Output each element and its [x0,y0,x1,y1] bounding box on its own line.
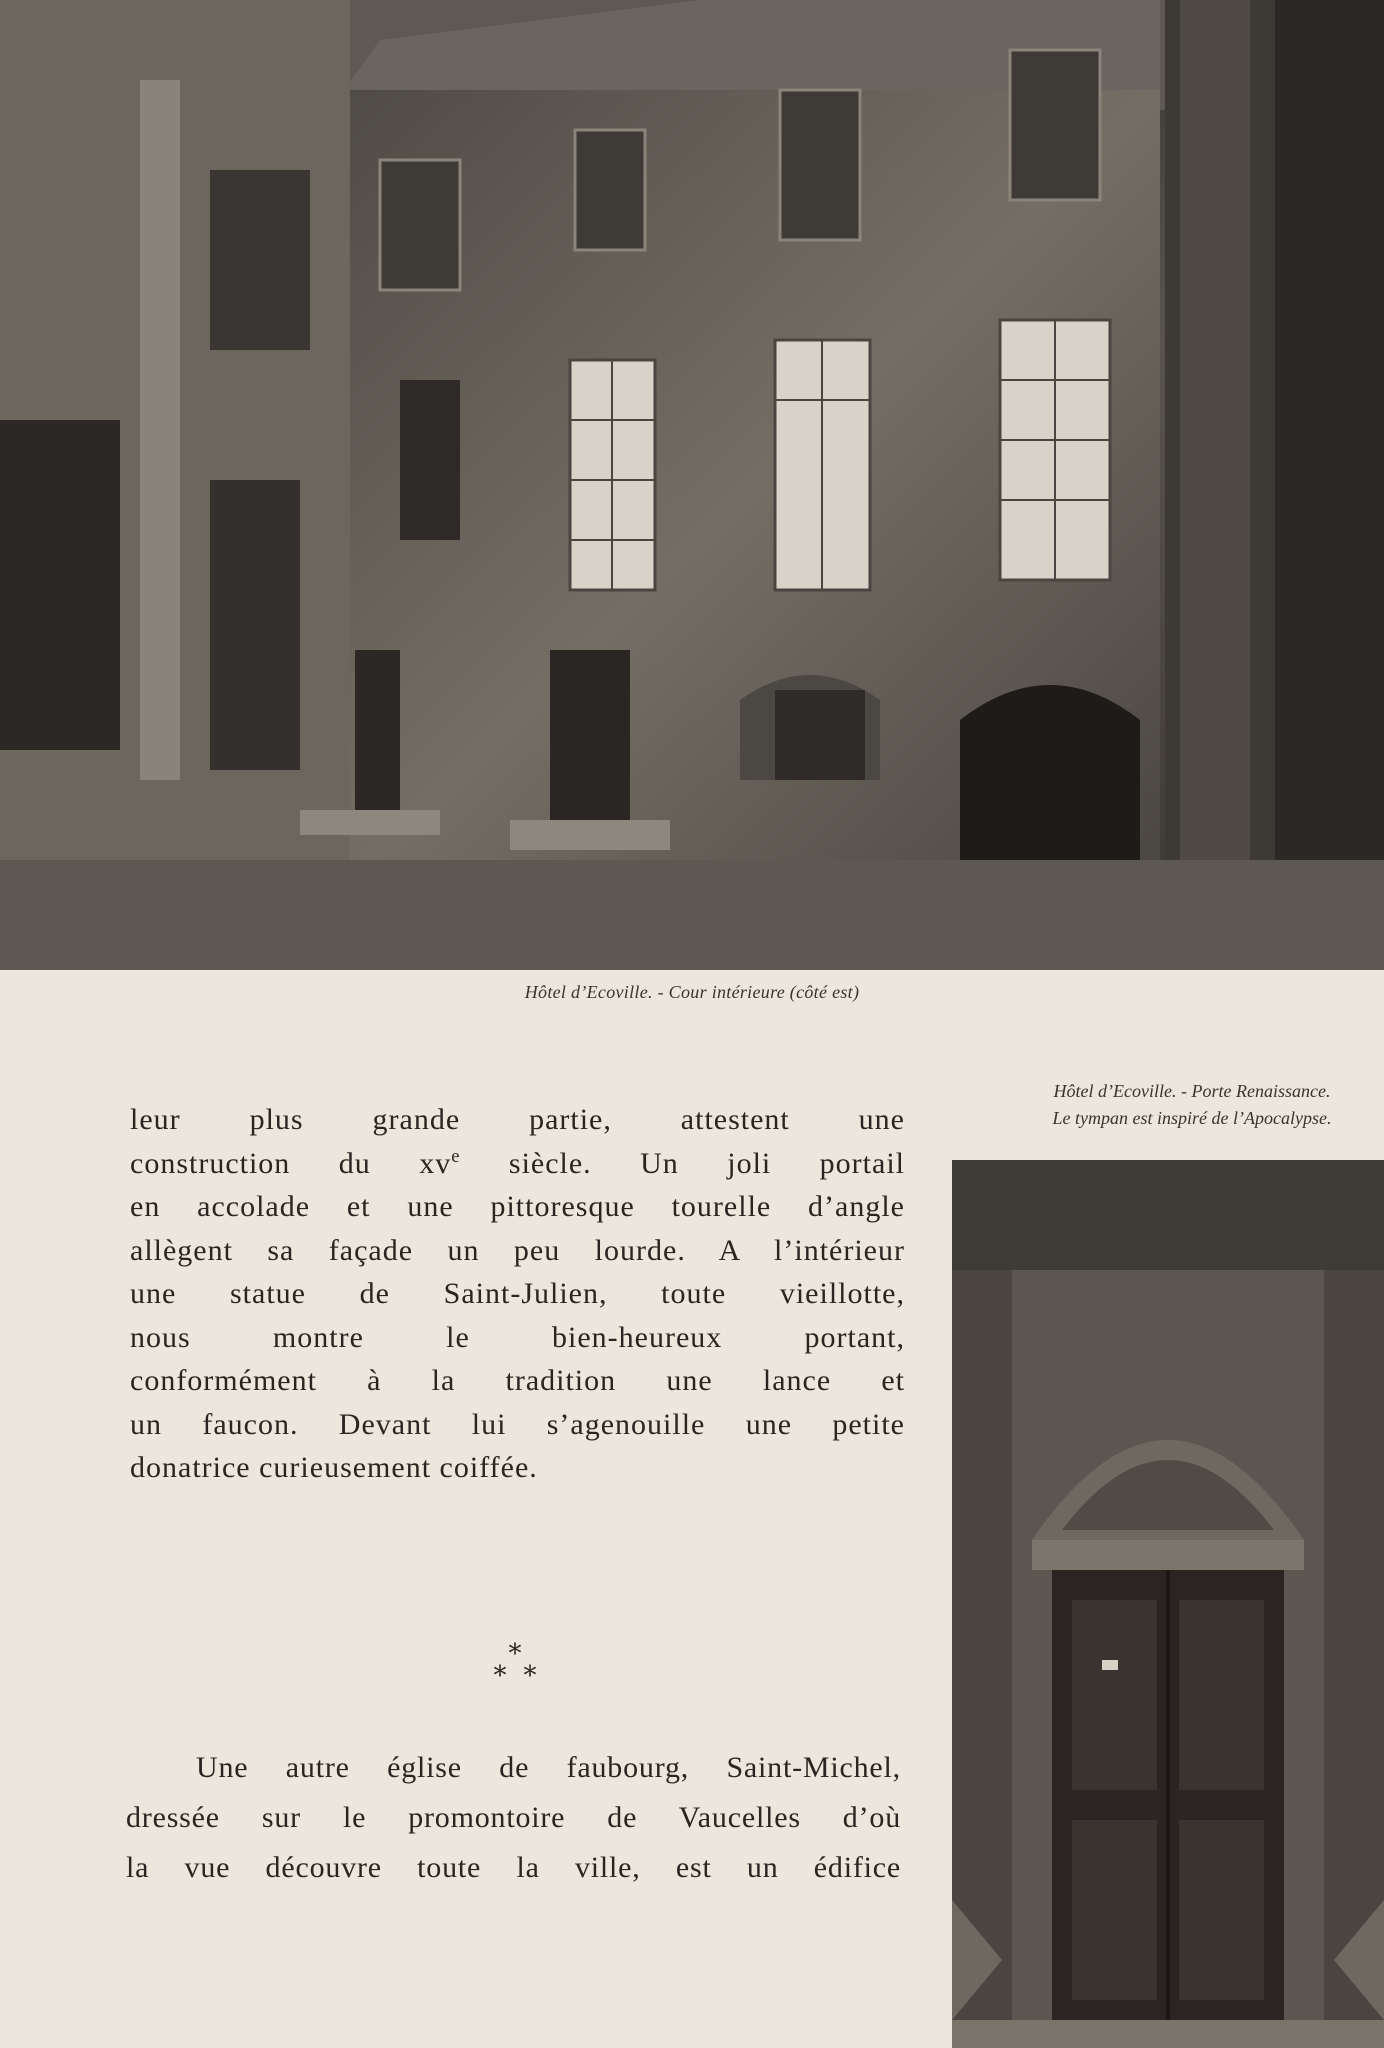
doorway-photograph [952,1160,1384,2048]
right-photo-caption [1000,1078,1384,1132]
text-line: en accolade et une pittoresque tourelle d’angle [130,1190,905,1223]
text-fragment: construction du [130,1146,420,1180]
courtyard-illustration [0,0,1384,970]
text-line: une statue de Saint-Julien, toute vieillotte, [130,1277,905,1310]
right-caption-line-2: Le tympan est inspiré de l’Apocalypse. [1052,1108,1332,1128]
text-line: leur plus grande partie, attestent une [130,1103,905,1136]
text-line: conformément à la tradition une lance et [130,1364,905,1397]
century-superscript: e [451,1145,461,1167]
svg-text:*: * [493,1661,507,1690]
text-line: la vue découvre toute la ville, est un édifice [126,1851,901,1884]
doorway-illustration [952,1160,1384,2048]
text-line: allègent sa façade un peu lourde. A l’intérieur [130,1233,905,1267]
text-line: dressée sur le promontoire de Vaucelles d’où [126,1801,901,1834]
right-caption-line-1: Hôtel d’Ecoville. - Porte Renaissance. [1053,1081,1331,1101]
top-photo-caption: Hôtel d’Ecoville. - Cour intérieure (côté est) [524,982,860,1002]
paragraph-saint-michel [126,1743,901,1893]
text-line: nous montre le bien-heureux portant, [130,1320,905,1354]
text-line [130,1142,905,1186]
svg-text:*: * [523,1661,537,1690]
text-line: un faucon. Devant lui s’agenouille une petite [130,1407,905,1441]
paragraph-saint-julien [130,1098,905,1490]
asterism-divider [470,1640,560,1690]
century-numeral: xv [419,1146,452,1180]
courtyard-photograph [0,0,1384,970]
text-line: Une autre église de faubourg, Saint-Michel, [196,1751,901,1784]
text-fragment: siècle. Un joli portail [460,1146,905,1180]
svg-text:*: * [508,1640,522,1669]
text-line: donatrice curieusement coiffée. [130,1451,538,1484]
